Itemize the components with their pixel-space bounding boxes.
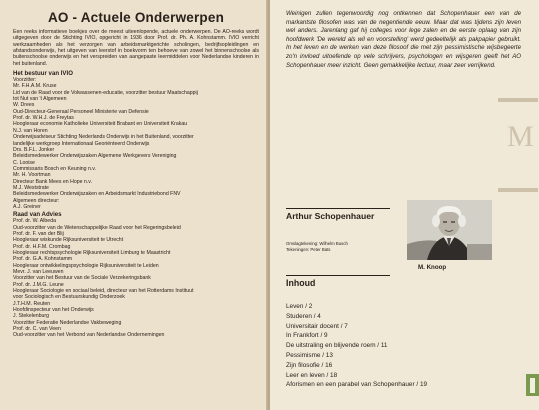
raad-line: J.T.H.M. Reuten bbox=[13, 300, 51, 307]
bestuur-line: Prof. dr. W.H.J. de Freytas bbox=[13, 115, 74, 122]
bestuur-line: Voorzitter: bbox=[13, 77, 37, 84]
cover-credit: Omslagtekening: Wilhelm Busch bbox=[286, 241, 348, 246]
bestuur-line: Mr. H. Voortman bbox=[13, 172, 51, 179]
bestuur-line: Onderwijsadviseur Stichting Nederlands Onderwijs in het Buitenland, voorzitter bbox=[13, 134, 194, 141]
bestuur-list bbox=[13, 77, 259, 210]
bestuur-line: Mr. F.H.A.M. Kruse bbox=[13, 83, 57, 90]
raad-line: Prof. dr. F. van der Blij bbox=[13, 230, 64, 237]
bestuur-line: Beleidsmedewerker Onderwijszaken Algemene Werkgevers Vereniging bbox=[13, 153, 177, 160]
bestuur-line: Directeur Bank Mees en Hope n.v. bbox=[13, 178, 92, 185]
toc-entry: Studeren / 4 bbox=[286, 312, 321, 320]
raad-line: Mevr. J. van Leeuwen bbox=[13, 269, 64, 276]
raad-line: Hoogleraar rechtspsychologie Rijksuniversiteit Limburg te Maastricht bbox=[13, 250, 171, 256]
bestuur-line: Commissaris Bosch en Keuning n.v. bbox=[13, 165, 96, 172]
bestuur-line: Lid van de Raad voor de Volwassenen-educatie, voorzitter bestuur Maatschappij bbox=[13, 89, 198, 96]
raad-line: Oud-voorzitter van de Wetenschappelijke Raad voor het Regeringsbeleid bbox=[13, 224, 181, 231]
raad-line: J. Stekelenburg bbox=[13, 313, 50, 320]
bestuur-line: Algemeen directeur: bbox=[13, 197, 60, 204]
toc-heading: Inhoud bbox=[286, 275, 390, 288]
raad-line: Voorzitter van het Bestuur van de Sociale Verzekeringsbank bbox=[13, 275, 151, 282]
left-page-body bbox=[13, 29, 259, 339]
bestuur-line: N.J. van Horen bbox=[13, 127, 48, 134]
raad-line: Hoogleraar wiskunde Rijksuniversiteit te Utrecht bbox=[13, 237, 124, 244]
bestuur-line: A.J. Greiner bbox=[13, 203, 41, 210]
sticker-stripe bbox=[530, 378, 535, 393]
raad-line: Oud-voorzitter van het Verbond van Nederlandse Ondernemingen bbox=[13, 332, 165, 339]
ghost-letter: M bbox=[507, 120, 534, 153]
bestuur-line: Oud-Directeur-Generaal Personeel Ministerie van Defensie bbox=[13, 108, 149, 115]
show-through-print bbox=[498, 92, 538, 202]
raad-line: Hoofdinspecteur van het Onderwijs bbox=[13, 307, 94, 314]
left-page bbox=[0, 0, 268, 410]
bestuur-line: M.J. Weststrate bbox=[13, 184, 49, 191]
book-title: Arthur Schopenhauer bbox=[286, 208, 390, 221]
series-heading: AO - Actuele Onderwerpen bbox=[47, 10, 225, 25]
raad-line: Voorzitter Federatie Nederlandse Vakbeweging bbox=[13, 319, 122, 326]
raad-line: Prof. dr. G.A. Kohnstamm bbox=[13, 256, 73, 263]
raad-line: Hoogleraar Sociologie en sociaal beleid, directeur van het Rotterdams Instituut bbox=[13, 288, 194, 295]
toc-entry: Zijn filosofie / 16 bbox=[286, 361, 333, 369]
bestuur-line: W. Drees bbox=[13, 102, 35, 109]
photo-caption: M. Knoop bbox=[418, 264, 447, 271]
bestuur-line: Hoogleraar economie Katholieke Universiteit Brabant en Universiteit Krakau bbox=[13, 121, 188, 128]
price-sticker-icon bbox=[526, 374, 539, 396]
ghost-rule bbox=[498, 98, 538, 102]
toc-entry: Leven / 2 bbox=[286, 303, 313, 310]
drawings-credit: Tekeningen: Peter Bats bbox=[286, 247, 331, 252]
raad-line: Prof. dr. W. Albeda bbox=[13, 218, 56, 225]
series-intro: Een reeks informatieve boekjes over de meest uiteenlopende, actuele onderwerpen. De AO-reeks wordt uitgegeven door de Stichting IVIO, opgericht in 1936 door Prof. dr. Ph. A. Kohnstamm. IVIO verricht werkzaamheden als het verzorgen van arbeidsmarktgerichte scholingen, bedrijfsopleidingen en afstandsonderwijs, het uitgeven van leerstof in boekvorm ten behoeve van zowel het binnenschoolse als buitenschoolse onderwijs en het verspreiden van aangepaste leermiddelen voor Nederlandse kinderen in het buitenland. bbox=[13, 29, 259, 67]
ghost-rule bbox=[498, 188, 538, 192]
raad-list bbox=[13, 218, 259, 339]
toc-entry: Leer en leven / 18 bbox=[286, 371, 338, 379]
raad-heading: Raad van Advies bbox=[13, 211, 62, 219]
credits bbox=[286, 241, 348, 253]
bestuur-line: Drs. B.F.L. Jonker bbox=[13, 146, 55, 153]
portrait-photo-icon bbox=[407, 200, 492, 260]
raad-line: Prof. dr. J.M.G. Leune bbox=[13, 281, 64, 288]
toc-entry: Aforismen en een parabel van Schopenhauer / 19 bbox=[286, 381, 428, 389]
raad-line: Prof. dr. H.F.M. Crombag bbox=[13, 243, 71, 250]
bestuur-line: tot Nut van 't Algemeen bbox=[13, 96, 67, 103]
toc-entry: In Frankfort / 9 bbox=[286, 332, 328, 340]
bestuur-line: Beleidsmedewerker Onderwijszaken en Arbeidsmarkt Industriebond FNV bbox=[13, 191, 181, 198]
raad-line: voor Sociologisch en Bestuurskundig Onderzoek bbox=[13, 294, 125, 301]
table-of-contents bbox=[286, 302, 506, 390]
toc-entry: Pessimisme / 13 bbox=[286, 351, 333, 359]
book-blurb: Weinigen zullen tegenwoordig nog ontkennen dat Schopenhauer een van de markantste filosofen was van de negentiende eeuw. Maar dat was tijdens zijn leven wel anders. Jarenlang gaf hij colleges voor lege zalen en de eerste oplaag van zijn hoofdwerk 'De wereld als wil en voorstelling' werd gedeeltelijk als pakpapier gebruikt. In het leven en de werken van deze filosoof die met zijn pessimistische wijsbegeerte zo'n invloed uitoefende op vele schrijvers, psychologen en wijsgeren geeft het AO Schopenhauer meer inzicht. Geen gemakkelijke lectuur, maar zeer verrijkend. bbox=[286, 10, 521, 69]
toc-entry: Universitair docent / 7 bbox=[286, 322, 348, 330]
raad-line: Hoogleraar ontwikkelingspsychologie Rijksuniversiteit te Leiden bbox=[13, 262, 159, 269]
right-page bbox=[270, 0, 539, 410]
bestuur-heading: Het bestuur van IVIO bbox=[13, 70, 73, 78]
bestuur-line: C. Looise bbox=[13, 159, 35, 166]
toc-entry: De uitstraling en blijvende roem / 11 bbox=[286, 342, 388, 350]
raad-line: Prof. dr. C. van Veen bbox=[13, 326, 61, 333]
bestuur-line: landelijke werkgroep Internationaal Georiënteerd Onderwijs bbox=[13, 140, 150, 147]
